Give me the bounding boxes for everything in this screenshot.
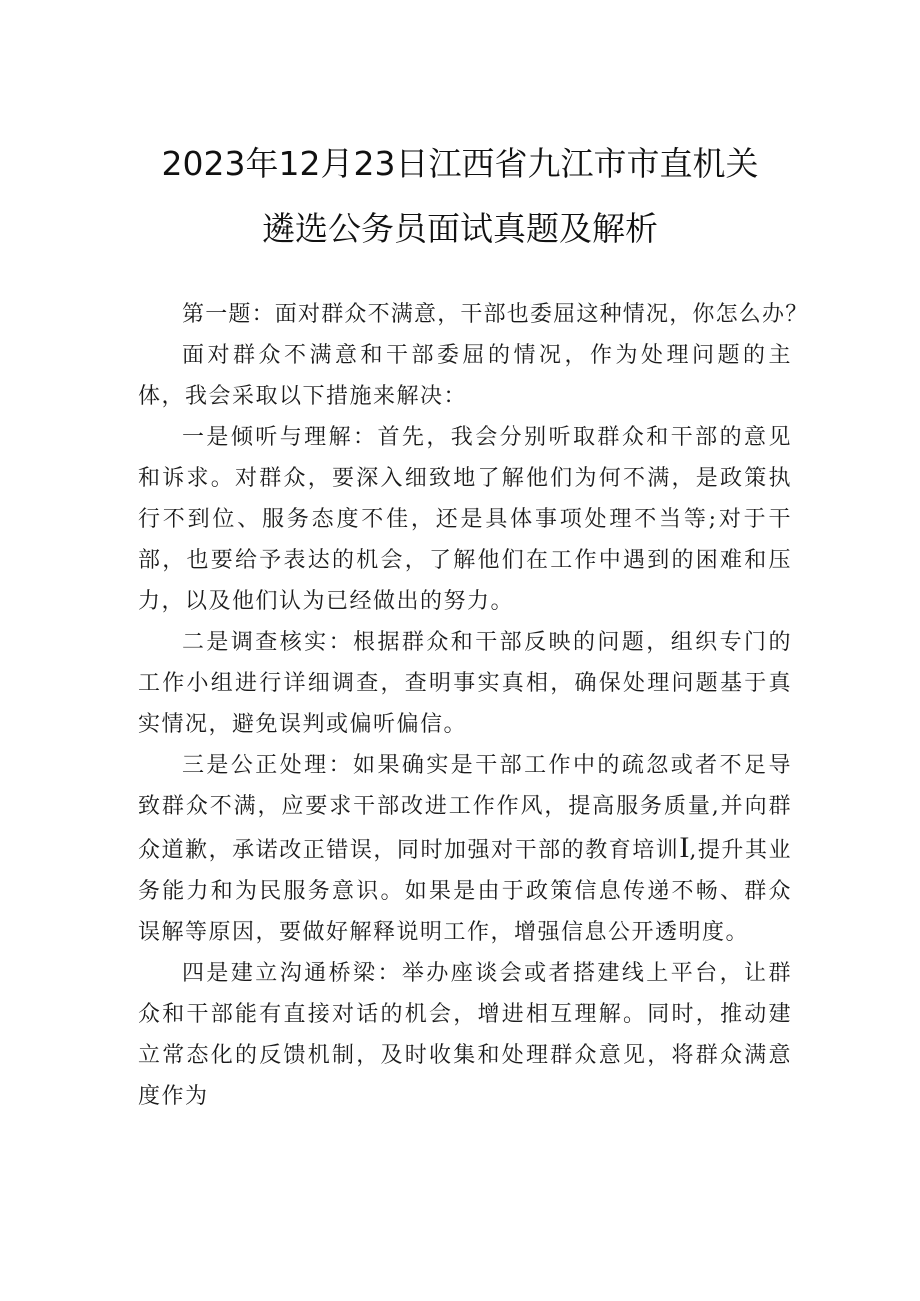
point-3-paragraph [138, 745, 792, 953]
document-body [138, 294, 809, 1117]
point-2-paragraph: 二是调查核实：根据群众和干部反映的问题，组织专门的工作小组进行详细调查，查明事实真相，确保处理问题基于真实情况，避免误判或偏听偏信。 [138, 630, 792, 737]
document-title-line-1: 2023年12月23日江西省九江市市直机关 [161, 144, 759, 183]
stray-glyph: I [679, 831, 690, 864]
document-title-line-2: 遴选公务员面试真题及解析 [262, 209, 658, 248]
point-3-text-b: ,提升其业务能力和为民服务意识。如果是由于政策信息传递不畅、群众误解等原因，要做好解释说明工作，增强信息公开透明度。 [138, 838, 792, 945]
point-3-text-a: 三是公正处理：如果确实是干部工作中的疏忽或者不足导致群众不满，应要求干部改进工作作风，提高服务质量,并向群众道歉，承诺改正错误，同时加强对干部的教育培训 [138, 753, 792, 863]
intro-paragraph: 面对群众不满意和干部委屈的情况，作为处理问题的主体，我会采取以下措施来解决： [138, 343, 792, 409]
question-heading: 第一题：面对群众不满意，干部也委屈这种情况，你怎么办？ [182, 302, 809, 327]
point-1-paragraph: 一是倾听与理解：首先，我会分别听取群众和干部的意见和诉求。对群众，要深入细致地了解他们为何不满，是政策执行不到位、服务态度不佳，还是具体事项处理不当等;对于干部，也要给予表达的机会，了解他们在工作中遇到的困难和压力，以及他们认为已经做出的努力。 [138, 425, 792, 614]
point-4-paragraph: 四是建立沟通桥梁：举办座谈会或者搭建线上平台，让群众和干部能有直接对话的机会，增进相互理解。同时，推动建立常态化的反馈机制，及时收集和处理群众意见，将群众满意度作为 [138, 961, 792, 1109]
